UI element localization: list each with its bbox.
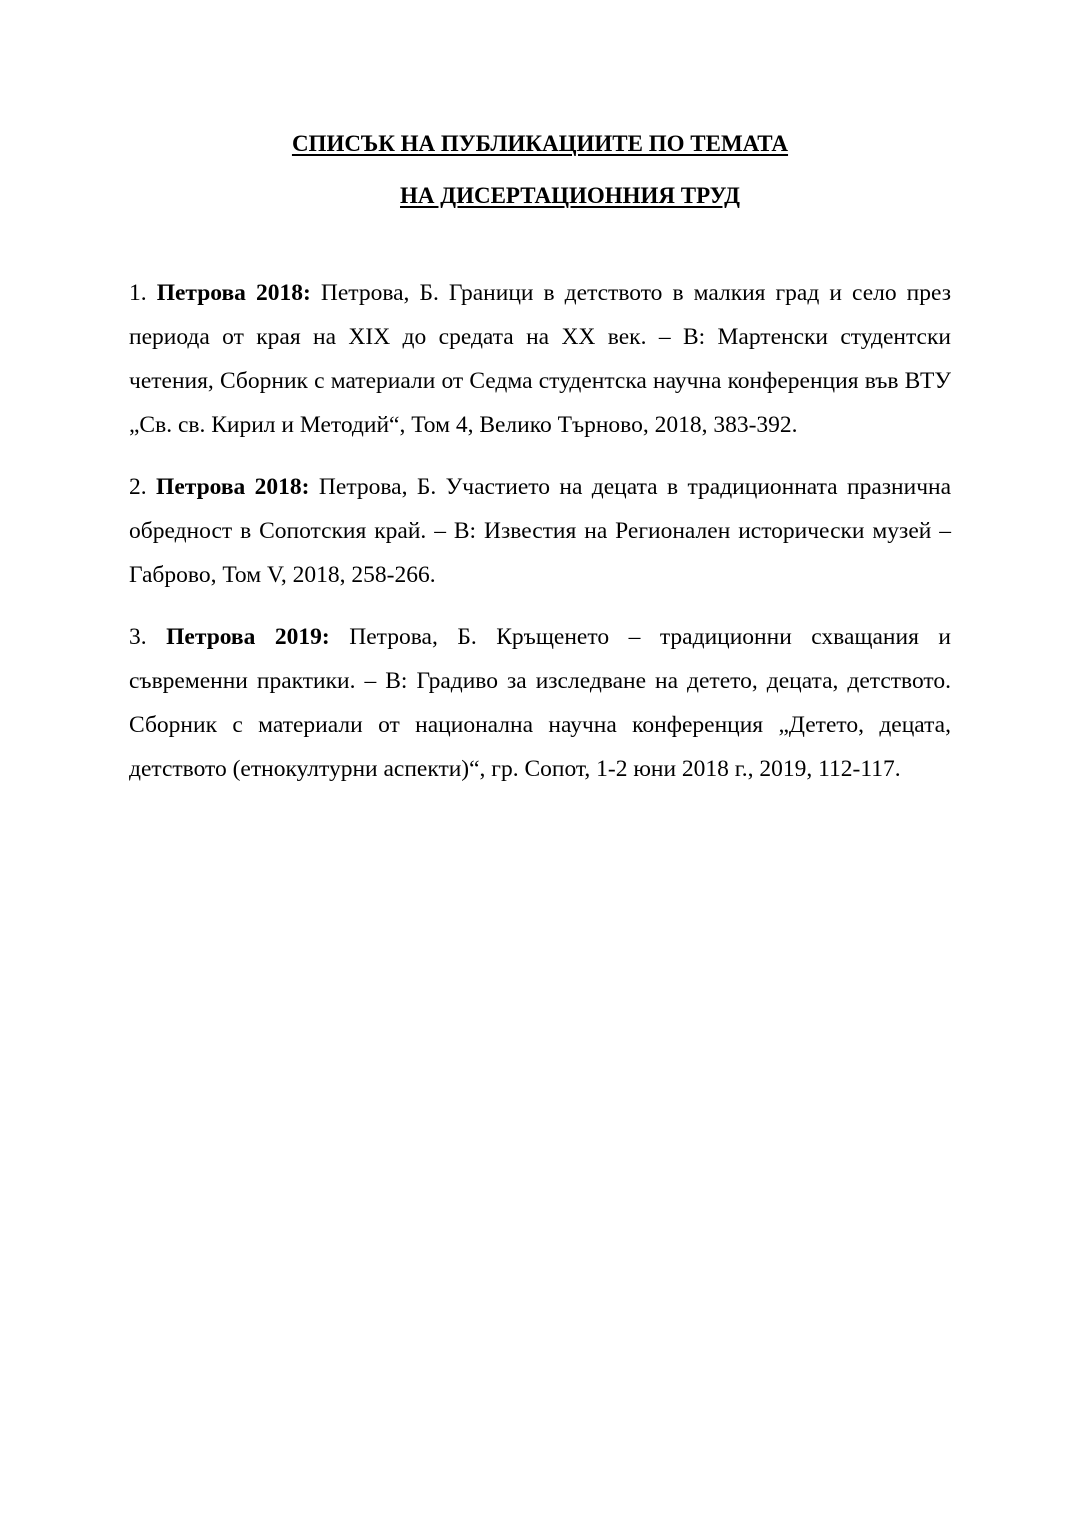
publication-reference: Петрова, Б. Участието на децата в традиционната празнична обредност в Сопотския край. – В: Известия на Регионален исторически музей – Габрово, Том V, 2018, 258-266.: [129, 474, 952, 588]
publication-item: [129, 615, 951, 791]
publication-list: [129, 271, 951, 809]
publication-reference: Петрова, Б. Кръщенето – традиционни схващания и съвременни практики. – В: Градиво за изследване на детето, децата, детството. Сборник с материали от национална научна конференция „Детето, децата, детството (етнокултурни аспекти)“, гр. Сопот, 1-2 юни 2018 г., 2019, 112-117.: [129, 624, 951, 782]
document-title-line-2: НА ДИСЕРТАЦИОННИЯ ТРУД: [400, 183, 740, 208]
publication-number: 2.: [129, 474, 147, 500]
publication-citation-key: Петрова 2018:: [156, 280, 311, 306]
publication-number: 1.: [129, 280, 147, 306]
publication-item: [129, 465, 951, 597]
document-title-line-1: СПИСЪК НА ПУБЛИКАЦИИТЕ ПО ТЕМАТА: [291, 131, 789, 156]
publication-citation-key: Петрова 2019:: [166, 624, 330, 650]
publication-reference: Петрова, Б. Граници в детството в малкия град и село през периода от края на XIX до средата на XX век. – В: Мартенски студентски четения, Сборник с материали от Седма студентска научна конференция във ВТУ „Св. св. Кирил и Методий“, Том 4, Велико Търново, 2018, 383-392.: [129, 280, 952, 438]
publication-item: [129, 271, 951, 447]
publication-number: 3.: [129, 624, 147, 650]
publication-citation-key: Петрова 2018:: [156, 474, 310, 500]
